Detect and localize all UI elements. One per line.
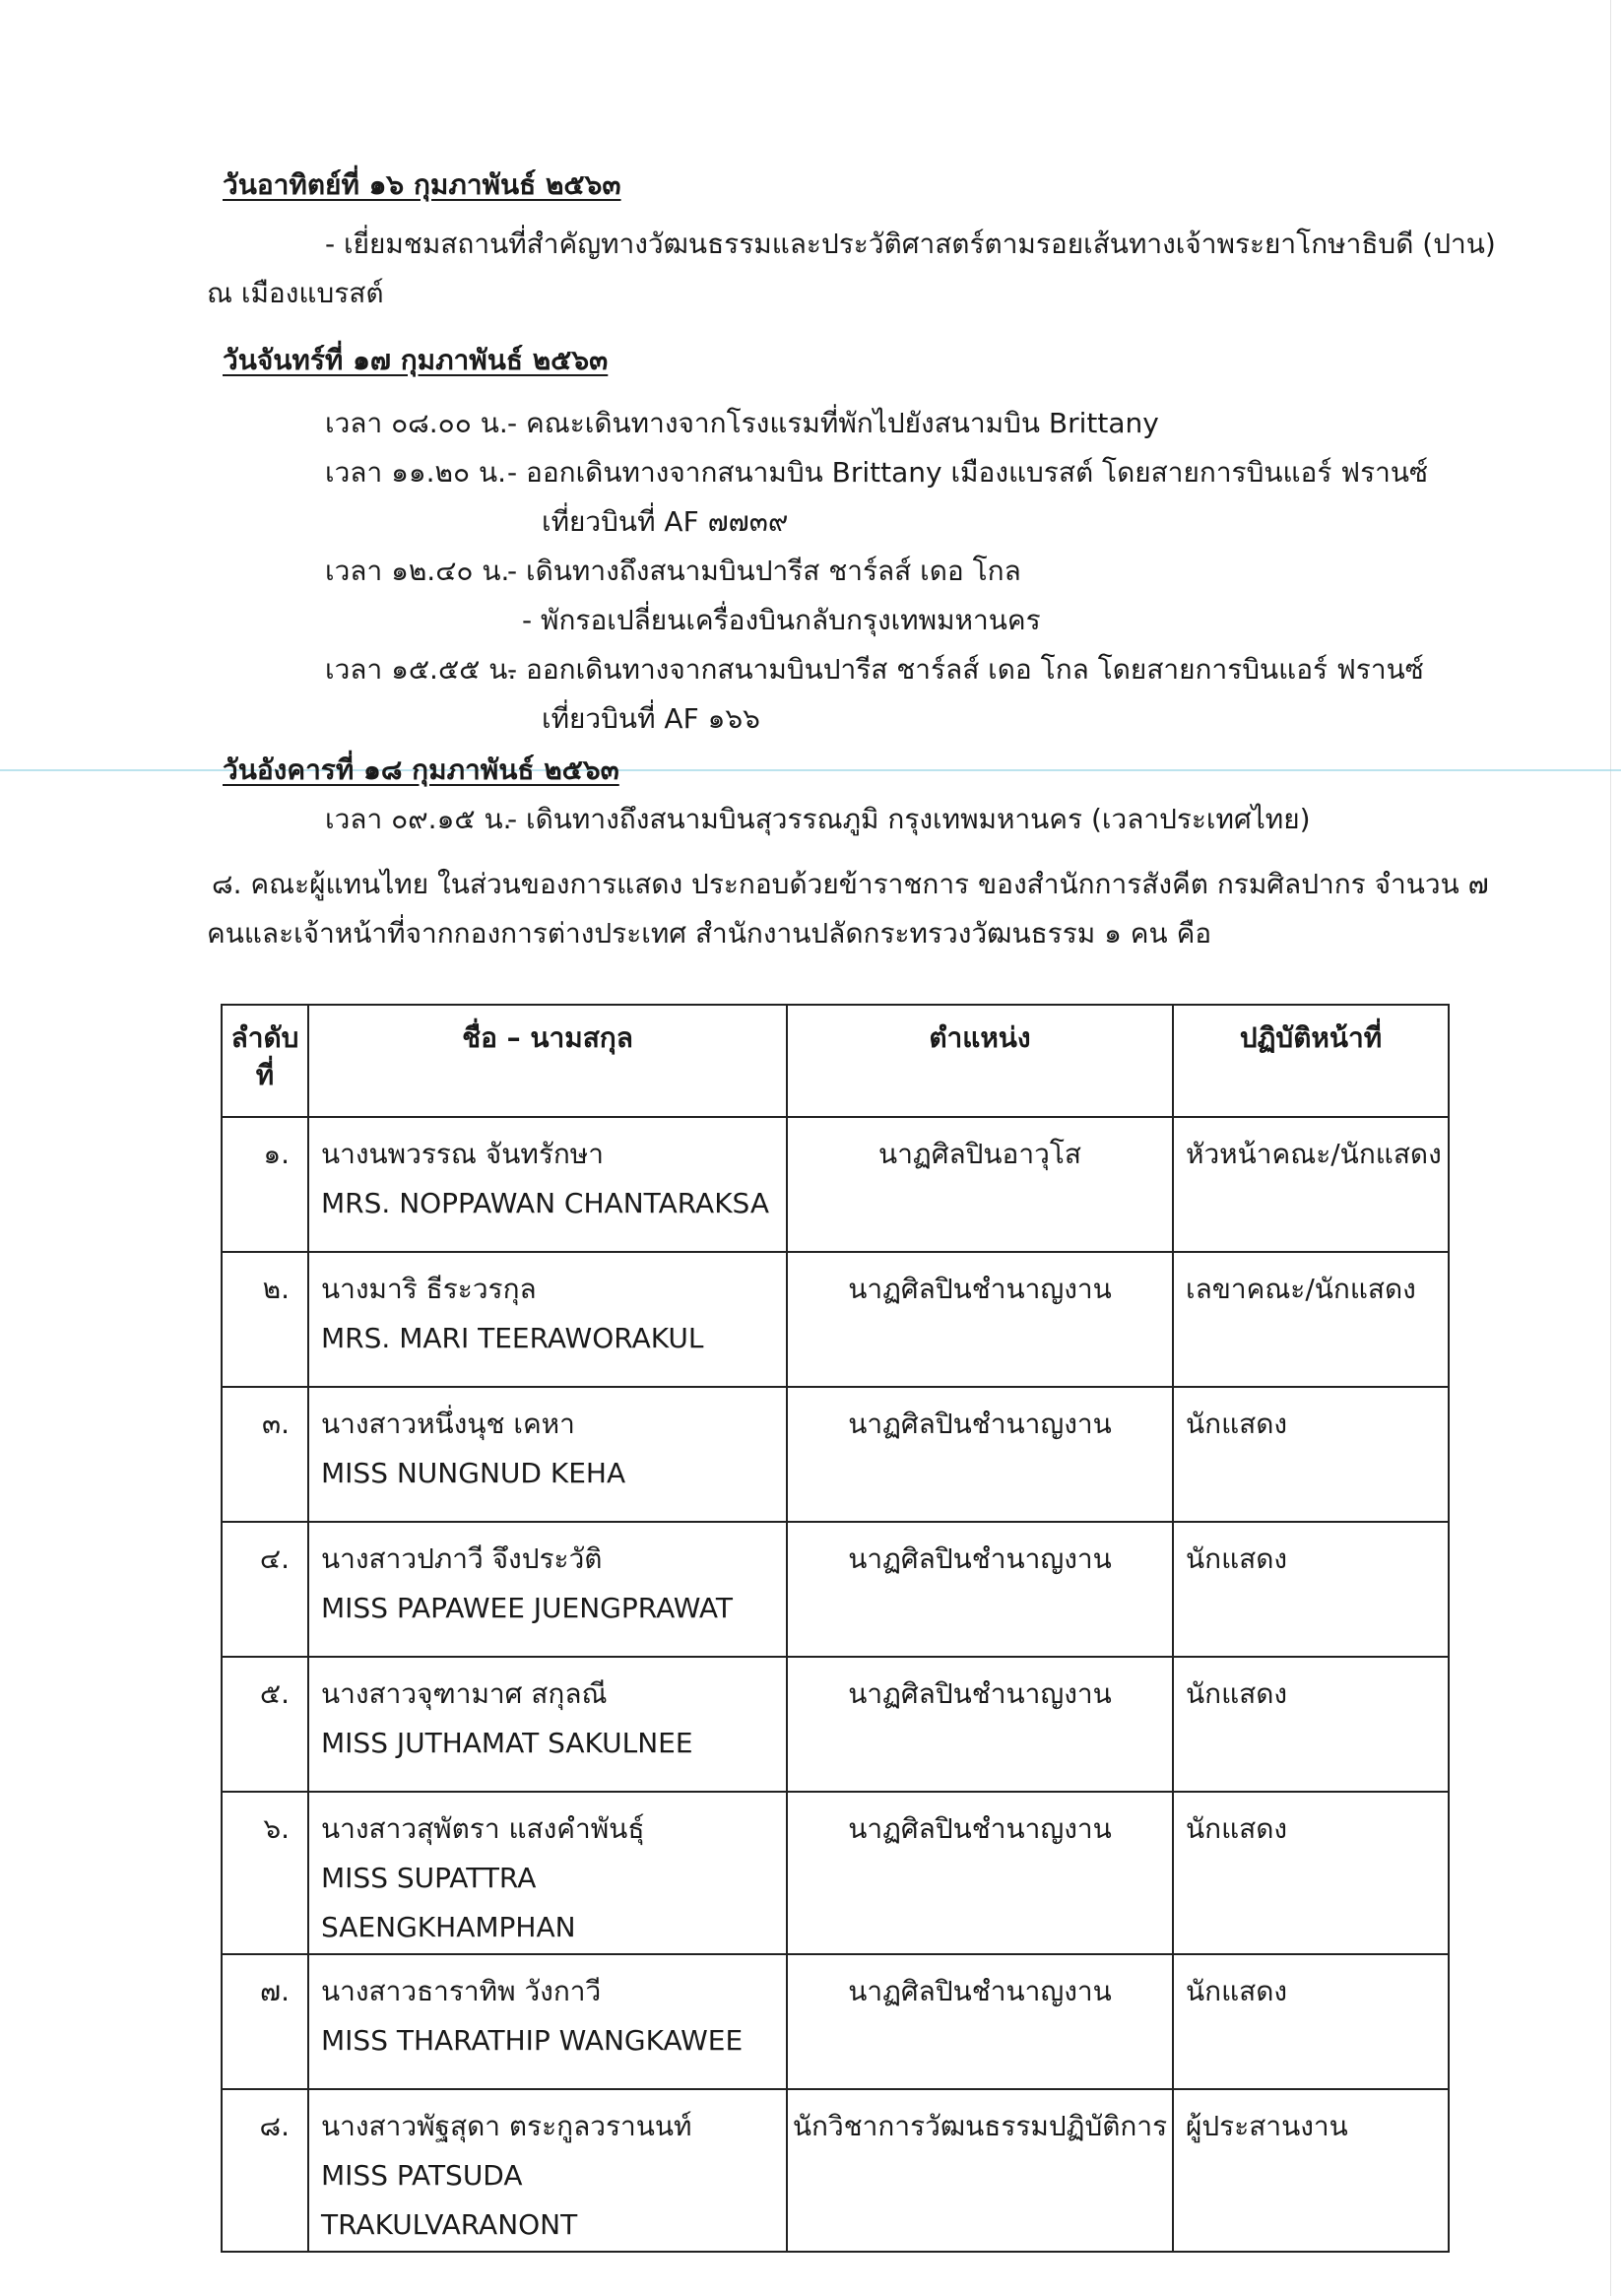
event-desc: - ออกเดินทางจากสนามบิน Brittany เมืองแบรสต์ โดยสายการบินแอร์ ฟรานซ์ [507,456,1429,489]
day-heading-monday: วันจันทร์ที่ ๑๗ กุมภาพันธ์ ๒๕๖๓ [223,344,609,376]
member-duty: เลขาคณะ/นักแสดง [1173,1252,1449,1387]
member-name-english: MISS PATSUDA TRAKULVARANONT [321,2159,578,2241]
header-order [222,1005,308,1117]
event-time: เวลา ๑๕.๕๕ น. [325,653,517,686]
member-name [308,1792,787,1954]
member-name [308,1252,787,1387]
header-position: ตำแหน่ง [787,1005,1173,1117]
header-name: ชื่อ – นามสกุล [308,1005,787,1117]
member-duty: นักแสดง [1173,1954,1449,2089]
day-sunday-text-line2: ณ เมืองแบรสต์ [207,277,384,309]
row-number: ๔. [222,1522,308,1657]
table-row [222,1117,1449,1252]
event-time: เวลา ๑๒.๔๐ น. [325,555,510,587]
header-duty: ปฏิบัติหน้าที่ [1173,1005,1449,1117]
row-number: ๒. [222,1252,308,1387]
table-row [222,1522,1449,1657]
member-name [308,1117,787,1252]
member-duty: นักแสดง [1173,1387,1449,1522]
member-duty: หัวหน้าคณะ/นักแสดง [1173,1117,1449,1252]
event-time: เวลา ๐๙.๑๕ น. [325,803,512,835]
page-edge-line [1610,0,1611,2296]
table-row [222,1954,1449,2089]
member-duty: นักแสดง [1173,1792,1449,1954]
member-name-thai: นางมาริ ธีระวรกุล [321,1273,537,1305]
table-header-row [222,1005,1449,1117]
member-duty: นักแสดง [1173,1522,1449,1657]
member-name-thai: นางสาวปภาวี จึงประวัติ [321,1542,603,1575]
event-desc: - ออกเดินทางจากสนามบินปารีส ชาร์ลส์ เดอ โกล โดยสายการบินแอร์ ฟรานซ์ [507,653,1424,686]
member-name-thai: นางสาวพัฐสุดา ตระกูลวรานนท์ [321,2110,692,2142]
event-time: เวลา ๑๑.๒๐ น. [325,456,507,489]
day-heading-sunday: วันอาทิตย์ที่ ๑๖ กุมภาพันธ์ ๒๕๖๓ [223,168,621,201]
member-name-english: MISS THARATHIP WANGKAWEE [321,2024,744,2057]
member-name-thai: นางสาวธาราทิพ วังกาวี [321,1975,602,2007]
section8-line2: คนและเจ้าหน้าที่จากกองการต่างประเทศ สำนักงานปลัดกระทรวงวัฒนธรรม ๑ คน คือ [207,917,1212,950]
header-order-line1: ลำดับ [230,1021,299,1054]
member-name-english: MISS SUPATTRA SAENGKHAMPHAN [321,1862,576,1943]
event-desc-continued: เที่ยวบินที่ AF ๑๖๖ [542,702,760,735]
section8-line1: ๘. คณะผู้แทนไทย ในส่วนของการแสดง ประกอบด้วยข้าราชการ ของสำนักการสังคีต กรมศิลปากร จำนวน ๗ [212,868,1489,900]
row-number: ๗. [222,1954,308,2089]
event-desc: - เดินทางถึงสนามบินสุวรรณภูมิ กรุงเทพมหานคร (เวลาประเทศไทย) [507,803,1311,835]
header-order-line2: ที่ [255,1059,275,1091]
member-name [308,1522,787,1657]
member-name-english: MRS. NOPPAWAN CHANTARAKSA [321,1187,769,1219]
row-number: ๓. [222,1387,308,1522]
member-position: นาฏศิลปินชำนาญงาน [787,1954,1173,2089]
member-name [308,1954,787,2089]
member-name-english: MRS. MARI TEERAWORAKUL [321,1322,704,1354]
member-name-thai: นางสาวหนึ่งนุช เคหา [321,1408,575,1440]
event-desc-continued: เที่ยวบินที่ AF ๗๗๓๙ [542,505,789,538]
row-number: ๕. [222,1657,308,1792]
member-position: นาฏศิลปินอาวุโส [787,1117,1173,1252]
member-name [308,1657,787,1792]
delegation-table [221,1004,1450,2253]
table-row [222,1387,1449,1522]
event-desc: - เดินทางถึงสนามบินปารีส ชาร์ลส์ เดอ โกล [507,555,1021,587]
member-name-thai: นางสาวจุฑามาศ สกุลณี [321,1677,608,1710]
member-position: นาฏศิลปินชำนาญงาน [787,1522,1173,1657]
member-name-english: MISS PAPAWEE JUENGPRAWAT [321,1592,733,1624]
row-number: ๘. [222,2089,308,2252]
member-duty: นักแสดง [1173,1657,1449,1792]
member-duty: ผู้ประสานงาน [1173,2089,1449,2252]
member-position: นาฏศิลปินชำนาญงาน [787,1387,1173,1522]
member-name [308,1387,787,1522]
row-number: ๖. [222,1792,308,1954]
member-name [308,2089,787,2252]
member-name-thai: นางนพวรรณ จันทรักษา [321,1138,604,1170]
member-position: นักวิชาการวัฒนธรรมปฏิบัติการ [787,2089,1173,2252]
event-desc-continued: - พักรอเปลี่ยนเครื่องบินกลับกรุงเทพมหานคร [522,604,1041,636]
event-desc: - คณะเดินทางจากโรงแรมที่พักไปยังสนามบิน Brittany [507,407,1159,439]
member-position: นาฏศิลปินชำนาญงาน [787,1657,1173,1792]
event-time: เวลา ๐๘.๐๐ น. [325,407,508,439]
row-number: ๑. [222,1117,308,1252]
table-row [222,1792,1449,1954]
member-position: นาฏศิลปินชำนาญงาน [787,1252,1173,1387]
member-name-english: MISS NUNGNUD KEHA [321,1457,626,1489]
day-heading-tuesday: วันอังคารที่ ๑๘ กุมภาพันธ์ ๒๕๖๓ [223,754,619,786]
table-row [222,1657,1449,1792]
member-name-english: MISS JUTHAMAT SAKULNEE [321,1727,693,1759]
day-sunday-text-line1: - เยี่ยมชมสถานที่สำคัญทางวัฒนธรรมและประวัติศาสตร์ตามรอยเส้นทางเจ้าพระยาโกษาธิบดี (ปาน) [325,228,1496,260]
member-position: นาฏศิลปินชำนาญงาน [787,1792,1173,1954]
table-row [222,1252,1449,1387]
table-row [222,2089,1449,2252]
member-name-thai: นางสาวสุพัตรา แสงคำพันธุ์ [321,1812,645,1845]
